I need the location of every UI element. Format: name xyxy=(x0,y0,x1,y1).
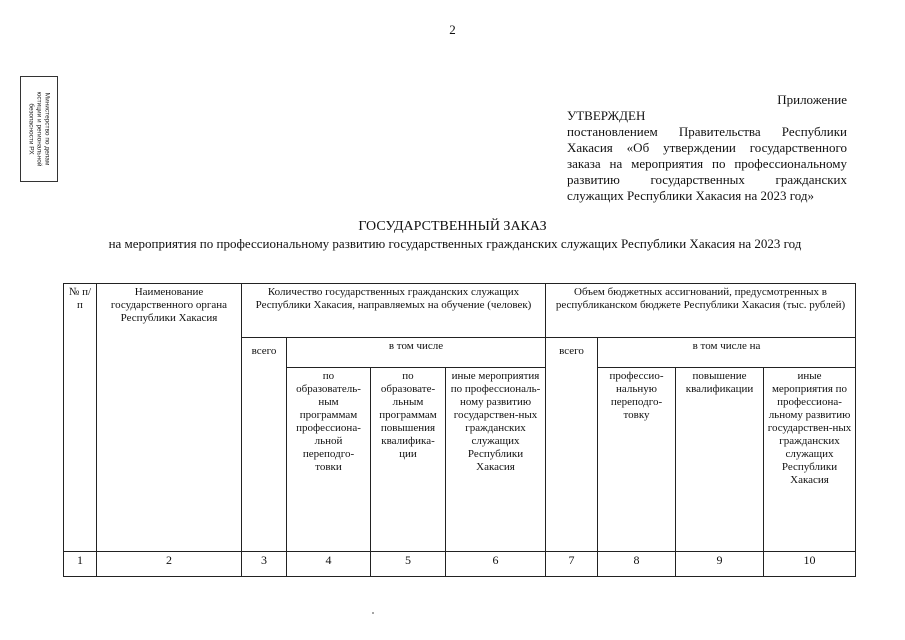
column-number: 6 xyxy=(446,552,546,577)
document-title: ГОСУДАРСТВЕННЫЙ ЗАКАЗ xyxy=(358,219,547,234)
header-group-count: Количество государственных гражданских служащих Республики Хакасия, направляемых на обучение (человек) xyxy=(242,284,546,338)
column-number: 1 xyxy=(64,552,97,577)
column-number: 5 xyxy=(371,552,446,577)
stamp-line-1: Министерство по делам xyxy=(44,92,51,166)
header-col-name: Наименование государственного органа Республики Хакасия xyxy=(97,284,242,552)
order-table xyxy=(63,283,856,577)
column-number: 10 xyxy=(764,552,856,577)
page-number: 2 xyxy=(449,22,456,37)
column-number-row xyxy=(64,552,856,577)
document-subtitle: на мероприятия по профессиональному развитию государственных гражданских служащих Республики Хакасия на 2023 год xyxy=(108,236,802,251)
column-number: 3 xyxy=(242,552,287,577)
column-number: 4 xyxy=(287,552,371,577)
registration-stamp xyxy=(20,76,58,182)
column-number: 9 xyxy=(676,552,764,577)
header-col-8: профессио-нальную переподго-товку xyxy=(598,368,676,552)
header-col-no: № п/п xyxy=(64,284,97,552)
header-col-6: иные мероприятия по профессиональ-ному развитию государствен-ных гражданских служащих Республики Хакасия xyxy=(446,368,546,552)
header-group-budget: Объем бюджетных ассигнований, предусмотренных в республиканском бюджете Республики Хакасия (тыс. рублей) xyxy=(546,284,856,338)
header-count-including: в том числе xyxy=(287,338,546,368)
header-col-4: по образователь-ным программам профессиона-льной переподго-товки xyxy=(287,368,371,552)
approved-body: постановлением Правительства Республики Хакасия «Об утверждении государственного заказа на мероприятия по профессиональному развитию государственных гражданских служащих Республики Хакасия на 2023 год» xyxy=(567,124,847,203)
approved-title: УТВЕРЖДЕН xyxy=(567,108,646,123)
header-count-total: всего xyxy=(242,338,287,552)
column-number: 7 xyxy=(546,552,598,577)
appendix-label: Приложение xyxy=(777,92,847,107)
header-col-9: повышение квалификации xyxy=(676,368,764,552)
column-number: 2 xyxy=(97,552,242,577)
scan-speck xyxy=(372,612,374,614)
column-number: 8 xyxy=(598,552,676,577)
header-col-5: по образовате-льным программам повышения квалифика-ции xyxy=(371,368,446,552)
header-budget-including: в том числе на xyxy=(598,338,856,368)
header-col-10: иные мероприятия по профессиона-льному развитию государствен-ных гражданских служащих Республики Хакасия xyxy=(764,368,856,552)
stamp-text xyxy=(27,91,51,166)
approval-block xyxy=(567,108,847,204)
stamp-line-2: юстиции и региональной xyxy=(36,91,43,167)
header-budget-total: всего xyxy=(546,338,598,552)
stamp-line-3: безопасности РХ xyxy=(28,103,35,155)
